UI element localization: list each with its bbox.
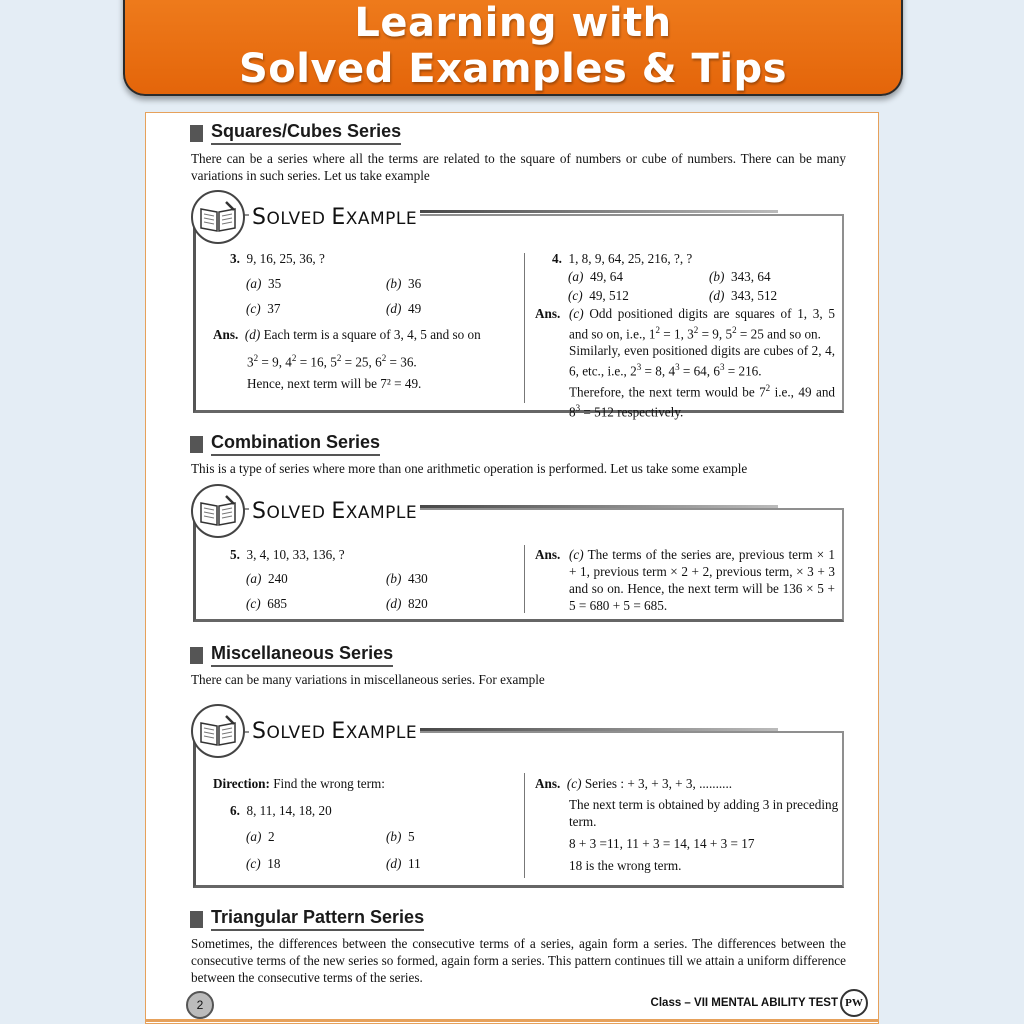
- section-heading-combination: Combination Series: [190, 432, 380, 456]
- header-rule: [408, 728, 778, 731]
- heading-square-icon: [190, 125, 203, 142]
- q5-answer-text: (c) The terms of the series are, previous term × 1 + 1, previous term × 2 + 2, previous term, × 3 + 3 and so on. Hence, the next term will be 136 × 5 + 5 = 680 + 5 = 685.: [569, 547, 835, 613]
- section-heading-squares: Squares/Cubes Series: [190, 121, 401, 145]
- q6-answer-line3: 8 + 3 =11, 11 + 3 = 14, 14 + 3 = 17: [569, 836, 755, 851]
- banner-line-2: Solved Examples & Tips: [238, 46, 787, 92]
- q4-option-a: (a) 49, 64: [568, 269, 623, 284]
- heading-square-icon: [190, 647, 203, 664]
- q3-option-a: (a) 35: [246, 276, 282, 291]
- solved-example-title: SOLVED EXAMPLE: [249, 499, 420, 524]
- question-5: 5. 3, 4, 10, 33, 136, ?: [230, 547, 345, 562]
- section-text-squares: There can be a series where all the terms are related to the square of numbers or cube of numbers. There can be many variations in such series. Let us take example: [191, 151, 846, 183]
- solved-example-header-1: [191, 190, 420, 244]
- book-pen-icon: [191, 704, 245, 758]
- question-6: 6. 8, 11, 14, 18, 20: [230, 803, 332, 818]
- q3-option-d: (d) 49: [386, 301, 422, 316]
- solved-example-header-3: [191, 704, 420, 758]
- solved-example-title: SOLVED EXAMPLE: [249, 205, 420, 230]
- q3-option-c: (c) 37: [246, 301, 281, 316]
- q4-option-d: (d) 343, 512: [709, 288, 778, 303]
- q6-direction: Direction: Find the wrong term:: [213, 776, 385, 791]
- q5-option-b: (b) 430: [386, 571, 428, 586]
- pw-logo: PW: [840, 989, 868, 1017]
- q6-option-d: (d) 11: [386, 856, 421, 871]
- column-divider: [524, 773, 525, 878]
- q6-option-c: (c) 18: [246, 856, 281, 871]
- q4-option-b: (b) 343, 64: [709, 269, 771, 284]
- q5-option-c: (c) 685: [246, 596, 288, 611]
- banner-line-1: Learning with: [354, 0, 672, 46]
- section-text-triangular: Sometimes, the differences between the consecutive terms of a series, again form a series. The differences between the consecutive terms of the new series so formed, again form a series. This pattern continues till we attain a uniform difference between the consecutive terms of the series.: [191, 936, 846, 985]
- section-text-misc: There can be many variations in miscellaneous series. For example: [191, 672, 545, 687]
- footer-title: Class – VII MENTAL ABILITY TEST: [650, 997, 838, 1009]
- title-banner: [123, 0, 903, 96]
- column-divider: [524, 545, 525, 613]
- q3-option-b: (b) 36: [386, 276, 422, 291]
- header-rule: [408, 210, 778, 213]
- solved-example-title: SOLVED EXAMPLE: [249, 719, 420, 744]
- heading-square-icon: [190, 911, 203, 928]
- solved-example-header-2: [191, 484, 420, 538]
- q3-answer: Ans. (d) Each term is a square of 3, 4, 5 and so on: [213, 327, 481, 342]
- document-page: [145, 112, 879, 1024]
- book-pen-icon: [191, 190, 245, 244]
- page-number: 2: [186, 991, 214, 1019]
- question-3: 3. 9, 16, 25, 36, ?: [230, 251, 325, 266]
- q3-answer-line2: $3^2 = 9$, $4^2 = 16$, $5^2 = 25$, $6^2 = 36$.: [247, 353, 417, 370]
- q6-option-a: (a) 2: [246, 829, 275, 844]
- q5-option-a: (a) 240: [246, 571, 288, 586]
- q4-answer-label: Ans.: [535, 306, 561, 321]
- section-heading-triangular: Triangular Pattern Series: [190, 907, 424, 931]
- q4-answer-text: (c) Odd positioned digits are squares of 1, 3, 5 and so on, i.e., $1^2 = 1$, $3^2 = 9$, $5^2 = 25$ and so on. Similarly, even positioned digits are cubes of 2, 4, 6, etc., i.e., $2^3 = 8$, $4^3 = 64$, $6^3 = 216$. Therefore, the next term would be $7^2$ i.e., 49 and $8^3 = 512$ respectively.: [569, 306, 836, 420]
- q3-answer-line3: Hence, next term will be 7² = 49.: [247, 376, 422, 391]
- q5-option-d: (d) 820: [386, 596, 428, 611]
- q4-option-c: (c) 49, 512: [568, 288, 629, 303]
- q6-answer-line4: 18 is the wrong term.: [569, 858, 682, 873]
- footer-divider: [146, 1019, 878, 1022]
- header-rule: [408, 505, 778, 508]
- q6-answer-line2: The next term is obtained by adding 3 in preceding term.: [569, 797, 839, 829]
- column-divider: [524, 253, 525, 403]
- book-pen-icon: [191, 484, 245, 538]
- section-text-combination: This is a type of series where more than one arithmetic operation is performed. Let us take some example: [191, 461, 748, 476]
- section-heading-misc: Miscellaneous Series: [190, 643, 393, 667]
- q6-option-b: (b) 5: [386, 829, 415, 844]
- q5-answer-label: Ans.: [535, 547, 561, 562]
- q6-answer: Ans. (c) Series : + 3, + 3, + 3, ..........: [535, 776, 733, 791]
- question-4: 4. 1, 8, 9, 64, 25, 216, ?, ?: [552, 251, 693, 266]
- heading-square-icon: [190, 436, 203, 453]
